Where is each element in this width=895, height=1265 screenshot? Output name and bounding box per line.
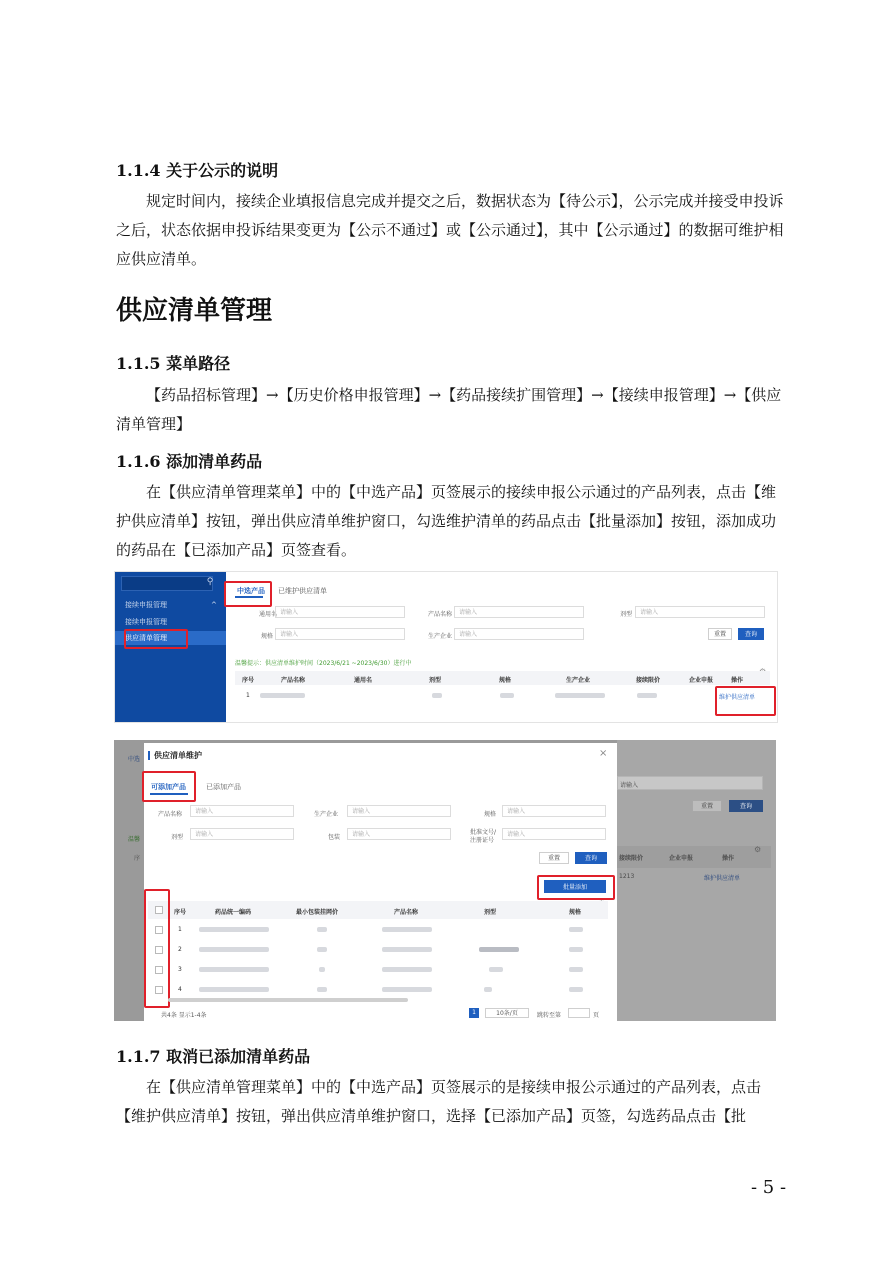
background-query-button: 查询 — [729, 800, 763, 812]
background-input-placeholder: 请输入 — [620, 782, 639, 789]
label-manufacturer: 生产企业 — [314, 811, 339, 818]
manufacturer-input[interactable]: 请输入 — [454, 628, 584, 640]
blurred-cell — [317, 927, 327, 932]
tab-addable-products[interactable]: 可添加产品 — [151, 783, 186, 791]
section-1-1-7-title: 1.1.7 取消已添加清单药品 — [116, 1047, 311, 1066]
highlight-box-batch-add — [537, 875, 615, 900]
section-1-1-6-paragraph: 在【供应清单管理菜单】中的【中选产品】页签展示的接续申报公示通过的产品列表，点击【维护供应清单】按钮，弹出供应清单维护窗口，勾选维护清单的药品点击【批量添加】按钮，添加成功的药品在【已添加产品】页签查看。 — [116, 483, 777, 559]
column-header: 规格 — [569, 909, 582, 916]
reset-button[interactable]: 重置 — [539, 852, 569, 864]
label-registration-no: 注册证号 — [470, 837, 495, 844]
highlight-box-tab — [142, 771, 196, 802]
section-1-1-4-title: 1.1.4 关于公示的说明 — [116, 161, 279, 180]
background-column: 序 — [134, 855, 141, 862]
column-header: 产品名称 — [394, 909, 419, 916]
column-header: 生产企业 — [566, 677, 591, 684]
blurred-cell — [569, 967, 583, 972]
table-row-index: 4 — [178, 986, 182, 993]
tab-maintained-list[interactable]: 已维护供应清单 — [278, 587, 327, 595]
column-header: 接续限价 — [636, 677, 661, 684]
product-name-input[interactable]: 请输入 — [454, 606, 584, 618]
blurred-cell — [199, 927, 269, 932]
blurred-cell — [432, 693, 442, 698]
blurred-cell — [199, 967, 269, 972]
blurred-cell — [637, 693, 657, 698]
blurred-cell — [569, 987, 583, 992]
background-gear-icon: ⚙ — [754, 845, 762, 854]
section-1-1-4-paragraph: 规定时间内，接续企业填报信息完成并提交之后，数据状态为【待公示】，公示完成并接受申投诉之后，状态依据申投诉结果变更为【公示不通过】或【公示通过】，其中【公示通过】的数据可维护相应供应清单。 — [116, 192, 784, 268]
sidebar-group-label[interactable]: 接续申报管理 — [125, 601, 167, 609]
modal-title: 供应清单维护 — [154, 751, 202, 760]
column-header: 剂型 — [429, 677, 442, 684]
generic-name-input[interactable]: 请输入 — [275, 606, 405, 618]
highlight-box-action — [715, 686, 776, 716]
column-header: 序号 — [174, 909, 187, 916]
blurred-cell — [382, 967, 432, 972]
page-number: - 5 - — [751, 1177, 787, 1198]
dosage-form-input[interactable]: 请输入 — [635, 606, 765, 618]
section-1-1-5-paragraph: 【药品招标管理】→【历史价格申报管理】→【药品接续扩围管理】→【接续申报管理】→【供应清单管理】 — [116, 386, 782, 433]
label-spec: 规格 — [261, 633, 274, 640]
background-col-price: 接续限价 — [619, 855, 644, 862]
chevron-up-icon[interactable]: ^ — [211, 601, 217, 609]
jump-label: 跳转至第 — [537, 1012, 562, 1019]
jump-suffix: 页 — [593, 1012, 600, 1019]
product-name-input[interactable]: 请输入 — [190, 805, 294, 817]
blurred-cell — [382, 927, 432, 932]
sidebar-item-supply-list[interactable]: 供应清单管理 — [115, 631, 226, 645]
batch-add-button[interactable]: 批量添加 — [544, 880, 606, 893]
table-row-index: 1 — [246, 692, 250, 699]
maintain-supply-list-link[interactable]: 维护供应清单 — [719, 694, 756, 701]
column-header: 最小包装挂网价 — [296, 909, 339, 916]
blurred-cell — [569, 927, 583, 932]
blurred-cell — [199, 947, 269, 952]
column-header: 操作 — [731, 677, 744, 684]
supply-list-modal — [144, 743, 617, 1021]
title-accent-bar — [148, 751, 150, 760]
column-header: 企业申报 — [689, 677, 714, 684]
page-size-select[interactable]: 10条/页 — [485, 1008, 529, 1018]
label-product-name: 产品名称 — [158, 811, 183, 818]
column-header: 序号 — [242, 677, 255, 684]
table-row-index: 2 — [178, 946, 182, 953]
background-input — [617, 776, 763, 790]
label-dosage-form: 剂型 — [620, 611, 633, 618]
label-spec: 规格 — [484, 811, 497, 818]
highlight-box-tab — [224, 581, 272, 607]
blurred-cell — [382, 947, 432, 952]
column-header: 剂型 — [484, 909, 497, 916]
background-col-action: 操作 — [722, 855, 735, 862]
package-input[interactable]: 请输入 — [347, 828, 451, 840]
close-icon[interactable]: × — [599, 748, 608, 759]
horizontal-scrollbar[interactable] — [168, 998, 408, 1002]
chapter-title: 供应清单管理 — [116, 296, 273, 326]
search-icon[interactable]: ⚲ — [206, 577, 214, 587]
background-col-declare: 企业申报 — [669, 855, 694, 862]
maintenance-tip: 温馨提示：供应清单维护时间（2023/6/21 ~2023/6/30）进行中 — [235, 660, 412, 667]
background-tab: 中选 — [128, 756, 141, 763]
background-tip: 温馨 — [128, 836, 141, 843]
spec-input[interactable]: 请输入 — [502, 805, 606, 817]
sidebar-item-renewal[interactable]: 接续申报管理 — [125, 618, 167, 626]
blurred-cell — [199, 987, 269, 992]
blurred-cell — [479, 947, 519, 952]
blurred-cell — [260, 693, 305, 698]
column-header: 药品统一编码 — [215, 909, 252, 916]
column-header: 产品名称 — [281, 677, 306, 684]
label-product-name: 产品名称 — [428, 611, 453, 618]
pagination-current-page[interactable]: 1 — [469, 1008, 479, 1018]
screenshot-supply-list-page — [114, 571, 778, 723]
spec-input[interactable]: 请输入 — [275, 628, 405, 640]
label-generic-name: 通用名 — [259, 611, 278, 618]
section-1-1-6-title: 1.1.6 添加清单药品 — [116, 452, 263, 471]
highlight-box-sidebar — [124, 629, 188, 649]
section-1-1-7-paragraph: 在【供应清单管理菜单】中的【中选产品】页签展示的是接续申报公示通过的产品列表，点击【维护供应清单】按钮，弹出供应清单维护窗口，选择【已添加产品】页签，勾选药品点击【批 — [116, 1078, 762, 1125]
jump-page-input[interactable] — [568, 1008, 590, 1018]
tab-selected-products[interactable]: 中选产品 — [237, 587, 265, 595]
background-row-action: 维护供应清单 — [704, 875, 741, 882]
manufacturer-input[interactable]: 请输入 — [347, 805, 451, 817]
blurred-cell — [317, 947, 327, 952]
background-reset-button: 重置 — [692, 800, 722, 812]
table-row-index: 3 — [178, 966, 182, 973]
blurred-cell — [317, 987, 327, 992]
label-package: 包装 — [328, 834, 341, 841]
background-cell: 1213 — [619, 873, 635, 880]
blurred-cell — [489, 967, 503, 972]
reset-button[interactable]: 重置 — [708, 628, 732, 640]
tab-added-products[interactable]: 已添加产品 — [206, 783, 241, 791]
screenshot-supply-list-modal — [114, 740, 776, 1021]
highlight-box-checkboxes — [144, 889, 170, 1008]
column-header: 通用名 — [354, 677, 373, 684]
label-dosage-form: 剂型 — [171, 834, 184, 841]
query-button[interactable]: 查询 — [575, 852, 607, 864]
approval-no-input[interactable]: 请输入 — [502, 828, 606, 840]
query-button[interactable]: 查询 — [738, 628, 764, 640]
label-approval-no: 批准文号/ — [470, 829, 497, 836]
pagination-total: 共4条 显示1-4条 — [161, 1012, 207, 1019]
section-1-1-5-title: 1.1.5 菜单路径 — [116, 354, 231, 373]
sidebar-search-input[interactable] — [121, 576, 213, 591]
dosage-form-input[interactable]: 请输入 — [190, 828, 294, 840]
label-manufacturer: 生产企业 — [428, 633, 453, 640]
blurred-cell — [569, 947, 583, 952]
blurred-cell — [555, 693, 605, 698]
blurred-cell — [484, 987, 492, 992]
blurred-cell — [500, 693, 514, 698]
table-row-index: 1 — [178, 926, 182, 933]
blurred-cell — [319, 967, 325, 972]
column-header: 规格 — [499, 677, 512, 684]
blurred-cell — [382, 987, 432, 992]
